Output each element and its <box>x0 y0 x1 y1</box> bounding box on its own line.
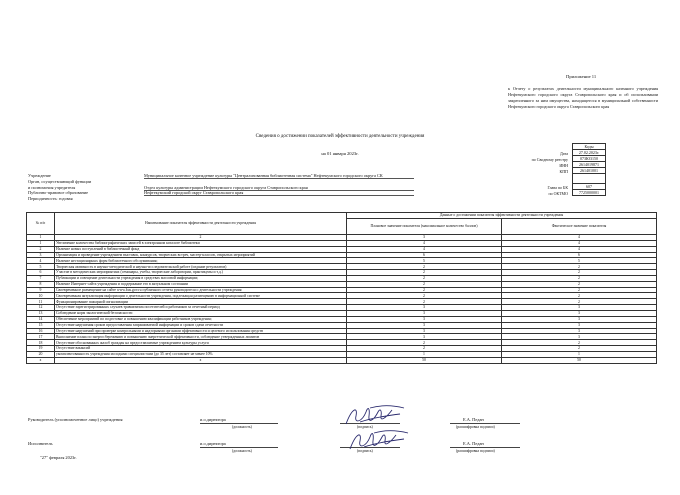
row-number: 19 <box>27 346 55 352</box>
row-number: 4 <box>27 258 55 264</box>
row-fact-value: 2 <box>502 346 657 352</box>
code-label-date: Дата <box>560 151 568 156</box>
row-fact-value: 3 <box>502 328 657 334</box>
row-plan-value: 4 <box>347 240 502 246</box>
row-plan-value: 2 <box>347 281 502 287</box>
code-value-bk: 607 <box>573 184 606 190</box>
row-number: 2 <box>27 246 55 252</box>
exec-caption-name: (расшифровка подписи) <box>456 449 495 453</box>
code-value-empty <box>573 174 606 184</box>
row-fact-value: 1 <box>502 351 657 357</box>
row-indicator-name: Участие в методических мероприятиях (семинары, учебы, творческие лаборатории, практикумы и т.д.) <box>55 270 347 276</box>
code-label-oktmo: по ОКТМО <box>548 191 568 196</box>
code-label-bk: Глава по БК <box>547 185 568 190</box>
total-plan: 50 <box>347 357 502 363</box>
row-plan-value: 2 <box>347 346 502 352</box>
organ-value: Отдел культуры администрации Нефтекумского городского округа Ставропольского края <box>144 185 414 191</box>
total-number: x <box>27 357 55 363</box>
row-plan-value: 2 <box>347 275 502 281</box>
row-fact-value: 3 <box>502 310 657 316</box>
row-number: 18 <box>27 340 55 346</box>
code-value-kpp: 261401001 <box>573 168 606 174</box>
code-label-registry: по Сводному реестру <box>531 157 568 162</box>
row-plan-value: 3 <box>347 328 502 334</box>
exec-name: Е.А. Педан <box>463 441 484 446</box>
row-plan-value: 3 <box>347 334 502 340</box>
row-fact-value: 6 <box>502 252 657 258</box>
row-plan-value: 2 <box>347 270 502 276</box>
numbering-cell: 2 <box>55 235 347 241</box>
row-indicator-name: Увеличение количества библиографических записей в электронном каталоге библиотеки <box>55 240 347 246</box>
row-fact-value: 4 <box>502 240 657 246</box>
row-plan-value: 5 <box>347 258 502 264</box>
row-indicator-name: Своевременная актуализация информации о деятельности учреждения, подлежащая размещению в информационной системе <box>55 293 347 299</box>
codes-box <box>572 143 606 196</box>
row-indicator-name: укомплектованность учреждения молодыми специалистами (до 35 лет) составляет не менее 10% <box>55 351 347 357</box>
row-number: 15 <box>27 322 55 328</box>
exec-caption-role: (должность) <box>232 449 252 453</box>
head-caption-sign: (подпись) <box>357 425 373 429</box>
row-plan-value: 6 <box>347 252 502 258</box>
codes-header: Коды <box>573 144 606 150</box>
col-group-header: Данные о достижении показателя эффективности деятельности учреждения <box>347 213 657 219</box>
row-number: 12 <box>27 305 55 311</box>
row-number: 13 <box>27 310 55 316</box>
head-name-line <box>450 423 520 424</box>
row-plan-value: 1 <box>347 351 502 357</box>
row-number: 11 <box>27 299 55 305</box>
institution-label: Учреждение <box>28 173 51 178</box>
row-fact-value: 3 <box>502 334 657 340</box>
row-indicator-name: Наличие нестационарных форм библиотечного обслуживания; <box>55 258 347 264</box>
row-number: 17 <box>27 334 55 340</box>
row-indicator-name: Своевременное размещение на сайте www.bus.gov.ru публичного отчета руководителя о деятельности учреждения <box>55 287 347 293</box>
row-number: 16 <box>27 328 55 334</box>
period-label: Периодичность: годовая <box>28 196 73 201</box>
signature-date: "27" февраля 2023г. <box>40 455 77 460</box>
row-indicator-name: Функционирование пожарной сигнализации <box>55 299 347 305</box>
row-fact-value: 2 <box>502 340 657 346</box>
row-plan-value: 2 <box>347 287 502 293</box>
organ-label-2: и полномочия учредителя <box>28 184 76 190</box>
row-fact-value: 2 <box>502 287 657 293</box>
numbering-cell: 3 <box>347 235 502 241</box>
row-plan-value: 2 <box>347 293 502 299</box>
row-indicator-name: Отсутствие зарегистрированных случаев травматизма посетителей и работников за отчетный период <box>55 305 347 311</box>
head-role: и.о.директора <box>200 417 226 422</box>
row-indicator-name: Творческая активность в научно-методической и научно-исследовательской работе (издание результатов) <box>55 264 347 270</box>
row-number: 6 <box>27 270 55 276</box>
row-fact-value: 3 <box>502 305 657 311</box>
total-fact: 50 <box>502 357 657 363</box>
code-value-inn: 2614019871 <box>573 162 606 168</box>
institution-value: Муниципальное казенное учреждение культуры "Централизованная библиотечная система" Нефтекумского городского округа СК <box>144 173 414 179</box>
appendix-title: Приложение 11 <box>566 74 597 79</box>
row-indicator-name: Наличие Интернет-сайта учреждения и поддержание его в актуальном состоянии <box>55 281 347 287</box>
exec-signature-image <box>344 427 414 455</box>
row-plan-value: 3 <box>347 316 502 322</box>
row-fact-value: 2 <box>502 270 657 276</box>
row-indicator-name: Наличие новых поступлений в библиотечный фонд <box>55 246 347 252</box>
head-role-line <box>200 423 278 424</box>
exec-name-line <box>450 447 520 448</box>
col-num-header: № п/п <box>27 213 55 235</box>
head-label: Руководитель (уполномоченное лицо) учреждения <box>28 417 123 422</box>
row-fact-value: 3 <box>502 316 657 322</box>
row-fact-value: 2 <box>502 293 657 299</box>
exec-caption-sign: (подпись) <box>357 449 373 453</box>
row-plan-value: 2 <box>347 264 502 270</box>
row-indicator-name: Отсутствие вакансий <box>55 346 347 352</box>
row-number: 8 <box>27 281 55 287</box>
code-value-date: 27.02.2023г. <box>573 150 606 156</box>
head-name: Е.А. Педан <box>463 417 484 422</box>
exec-role-line <box>200 447 278 448</box>
row-fact-value: 4 <box>502 246 657 252</box>
row-number: 10 <box>27 293 55 299</box>
row-indicator-name: Обеспечение мероприятий по подготовке и повышению квалификации работников учреждения; <box>55 316 347 322</box>
row-plan-value: 4 <box>347 246 502 252</box>
col-plan-header: Плановое значение показателя (максимальное количество баллов) <box>347 218 502 234</box>
row-indicator-name: Выполнение плана по энергосбережению и повышению энергетической эффективности, соблюдение утвержденных лимитов <box>55 334 347 340</box>
row-indicator-name: Отсутствие нарушений при проверке контрольными и надзорными органами эффективности и целевого использования средств <box>55 328 347 334</box>
row-plan-value: 3 <box>347 322 502 328</box>
row-indicator-name: Организация и проведение учреждением выставок, конкурсов, творческих встреч, мастер-классов, открытых мероприятий <box>55 252 347 258</box>
code-label-kpp: КПП <box>559 169 568 174</box>
head-caption-role: (должность) <box>232 425 252 429</box>
row-number: 3 <box>27 252 55 258</box>
code-label-inn: ИНН <box>559 163 568 168</box>
total-name: x <box>55 357 347 363</box>
public-label: Публично-правовое образование <box>28 190 89 195</box>
head-signature-image <box>340 402 410 430</box>
row-plan-value: 2 <box>347 299 502 305</box>
row-number: 14 <box>27 316 55 322</box>
indicators-table <box>26 212 657 364</box>
exec-role: и.о.директора <box>200 441 226 446</box>
row-number: 5 <box>27 264 55 270</box>
row-number: 7 <box>27 275 55 281</box>
exec-label: Исполнитель <box>28 441 53 446</box>
row-number: 9 <box>27 287 55 293</box>
appendix-text: к Отчету о результатах деятельности муниципального казенного учреждения Нефтекумского городского округа Ставропольского края и об использовании закрепленного за ним имущества, находящегося в муниципальной собственности Нефтекумского городского округа Ставропольского края <box>508 86 658 109</box>
row-fact-value: 5 <box>502 258 657 264</box>
row-indicator-name: Отсутствие нарушения сроков предоставления запрашиваемой информации и сроков сдачи отчетности <box>55 322 347 328</box>
organ-label-1: Орган, осуществляющий функции <box>28 179 92 184</box>
row-plan-value: 3 <box>347 310 502 316</box>
row-fact-value: 2 <box>502 281 657 287</box>
code-value-oktmo: 7725000001 <box>573 190 606 196</box>
code-value-registry: 073Ю3150 <box>573 156 606 162</box>
row-fact-value: 3 <box>502 322 657 328</box>
col-fact-header: Фактическое значение показателя <box>502 218 657 234</box>
total-row <box>27 357 657 363</box>
row-indicator-name: Соблюдение норм экологической безопасности <box>55 310 347 316</box>
row-number: 1 <box>27 240 55 246</box>
numbering-cell: 4 <box>502 235 657 241</box>
row-plan-value: 3 <box>347 305 502 311</box>
head-caption-name: (расшифровка подписи) <box>456 425 495 429</box>
document-date: на 01 января 2023г. <box>321 151 359 156</box>
row-fact-value: 2 <box>502 299 657 305</box>
document-title: Сведения о достижении показателей эффективности деятельности учреждения <box>255 134 425 139</box>
row-fact-value: 2 <box>502 264 657 270</box>
row-number: 20 <box>27 351 55 357</box>
public-value: Нефтекумский городской округ Ставропольского края <box>144 190 414 196</box>
row-indicator-name: Отсутствие обоснованных жалоб граждан на предоставляемые учреждением культуры услуги <box>55 340 347 346</box>
row-plan-value: 2 <box>347 340 502 346</box>
row-indicator-name: Публикации и освещение деятельности учреждения в средствах массовой информации; <box>55 275 347 281</box>
numbering-cell: 1 <box>27 235 55 241</box>
row-fact-value: 2 <box>502 275 657 281</box>
col-name-header: Наименование показателя эффективности деятельности учреждения <box>55 213 347 235</box>
